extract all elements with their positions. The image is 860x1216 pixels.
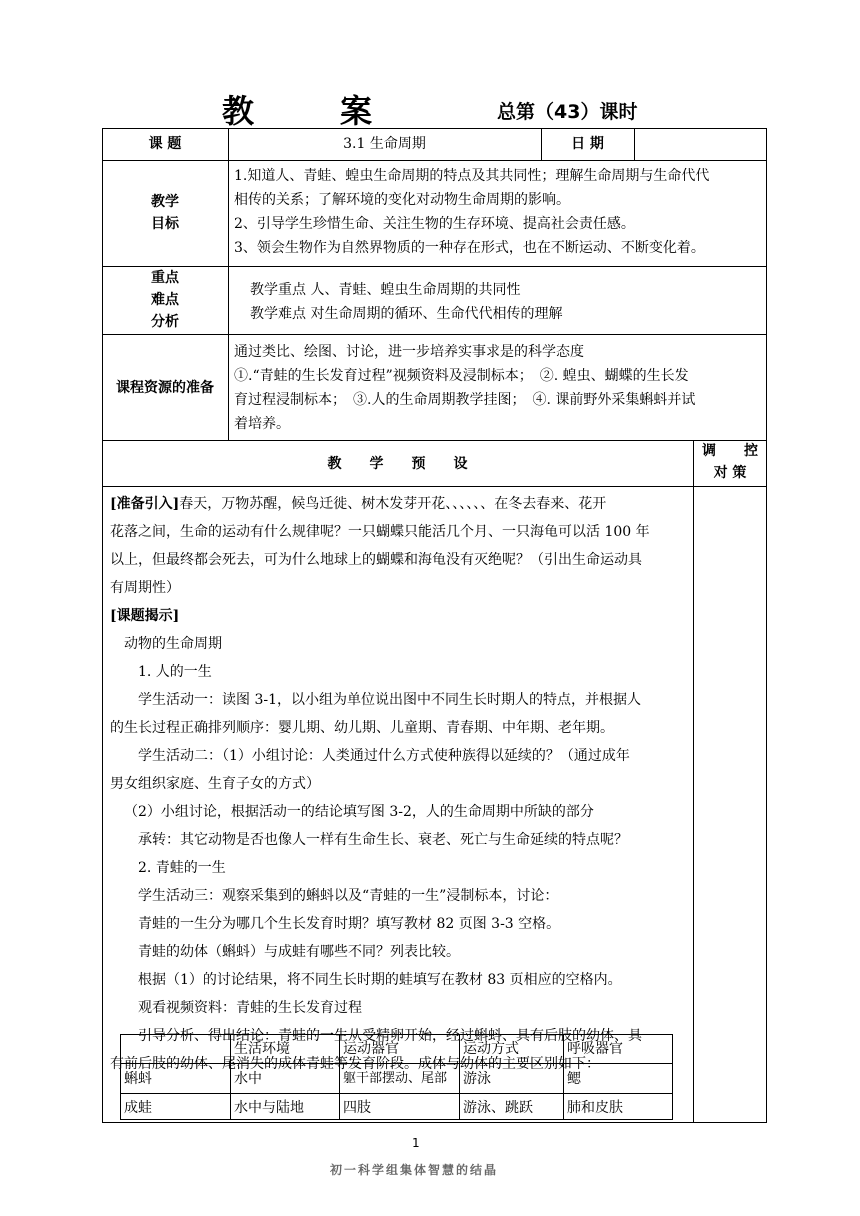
table-cell: 水中与陆地 <box>234 1100 304 1116</box>
resources-text <box>234 340 764 436</box>
resources-line: 通过类比、绘图、讨论，进一步培养实事求是的科学态度 <box>234 344 584 360</box>
objectives-line: 2、引导学生珍惜生命、关注生物的生存环境、提高社会责任感。 <box>234 216 635 232</box>
table-cell: 肺和皮肤 <box>567 1100 623 1116</box>
key-points-label-line: 重点 <box>151 270 179 286</box>
row-divider <box>102 440 767 441</box>
title-char-2: 案 <box>340 92 373 130</box>
key-points-label-line: 分析 <box>151 314 179 330</box>
key-points-label-line: 难点 <box>151 292 179 308</box>
intro-text: 春天，万物苏醒，候鸟迁徙、树木发芽开花、、、、、、在冬去春来、花开 <box>179 496 607 512</box>
row-divider <box>102 160 767 161</box>
objectives-line: 1.知道人、青蛙、蝗虫生命周期的特点及其共同性；理解生命周期与生命代代 <box>234 168 710 184</box>
row-divider <box>102 334 767 335</box>
intro-line: 以上，但最终都会死去，可为什么地球上的蝴蝶和海龟没有灭绝呢？（引出生命运动具 <box>110 552 642 568</box>
table-col-divider <box>339 1034 340 1120</box>
table-header: 生活环境 <box>234 1041 290 1057</box>
objectives-line: 3、领会生物作为自然界物质的一种存在形式，也在不断运动、不断变化着。 <box>234 240 705 256</box>
paragraph: 承转：其它动物是否也像人一样有生命生长、衰老、死亡与生命延续的特点呢？ <box>138 832 628 848</box>
title-char-1: 教 <box>222 92 255 130</box>
intro-line: 有周期性） <box>110 580 180 596</box>
date-label: 日 期 <box>571 136 604 152</box>
resources-line: 着培养。 <box>234 416 290 432</box>
reveal-tag: [课题揭示] <box>110 608 180 624</box>
table-cell: 蝌蚪 <box>124 1071 152 1087</box>
column-divider <box>634 128 635 160</box>
row-divider <box>102 486 767 487</box>
plan-body <box>110 490 690 1078</box>
paragraph: 根据（1）的讨论结果，将不同生长时期的蛙填写在教材 83 页相应的空格内。 <box>138 972 622 988</box>
topic-label: 课 题 <box>148 136 182 152</box>
paragraph: 学生活动一：读图 3-1，以小组为单位说出图中不同生长时期人的特点，并根据人 <box>138 692 641 708</box>
intro-first-line <box>110 490 690 518</box>
table-cell: 鳃 <box>567 1071 581 1087</box>
resources-line: ①.“青蛙的生长发育过程”视频资料及浸制标本； ②. 蝗虫、蝴蝶的生长发 <box>234 368 689 384</box>
paragraph: 动物的生命周期 <box>124 636 222 652</box>
paragraph: 引导分析、得出结论：青蛙的一生从受精卵开始，经过蝌蚪、具有后肢的幼体、具 <box>138 1028 642 1044</box>
paragraph: 学生活动二：（1）小组讨论：人类通过什么方式使种族得以延续的？（通过成年 <box>138 748 630 764</box>
paragraph: （2）小组讨论，根据活动一的结论填写图 3-2，人的生命周期中所缺的部分 <box>124 804 594 820</box>
table-row-divider <box>120 1063 673 1064</box>
paragraph: 青蛙的一生分为哪几个生长发育时期？填写教材 82 页图 3-3 空格。 <box>138 916 561 932</box>
resources-label: 课程资源的准备 <box>116 380 214 396</box>
table-cell: 躯干部摆动、尾部 <box>343 1071 448 1086</box>
table-col-divider <box>459 1034 460 1120</box>
adjust-strategy-line: 调 控 <box>702 443 758 459</box>
column-divider <box>693 440 694 1123</box>
key-point-line: 教学重点 人、青蛙、蝗虫生命周期的共同性 <box>250 282 521 298</box>
paragraph: 学生活动三：观察采集到的蝌蚪以及“青蛙的一生”浸制标本，讨论： <box>138 888 559 904</box>
paragraph: 2. 青蛙的一生 <box>138 860 226 876</box>
paragraph: 青蛙的幼体（蝌蚪）与成蛙有哪些不同？列表比较。 <box>138 944 460 960</box>
intro-tag: [准备引入] <box>110 496 180 512</box>
paragraph: 1. 人的一生 <box>138 664 212 680</box>
objectives-text <box>234 164 764 260</box>
column-divider <box>228 128 229 440</box>
resources-line: 育过程浸制标本； ③.人的生命周期教学挂图； ④. 课前野外采集蝌蚪并试 <box>234 392 696 408</box>
adjust-strategy-line: 对 策 <box>713 465 747 481</box>
table-cell: 四肢 <box>343 1100 371 1116</box>
paragraph: 有前后肢的幼体、尾消失的成体青蛙等发育阶段。成体与幼体的主要区别如下： <box>110 1056 600 1072</box>
paragraph: 男女组织家庭、生育子女的方式） <box>110 776 320 792</box>
paragraph: 的生长过程正确排列顺序：婴儿期、幼儿期、儿童期、青春期、中年期、老年期。 <box>110 720 614 736</box>
table-cell: 成蛙 <box>124 1100 152 1116</box>
table-header: 运动器官 <box>343 1041 399 1057</box>
lesson-number: 总第（43）课时 <box>497 101 638 123</box>
page-number: 1 <box>412 1136 420 1150</box>
table-col-divider <box>563 1034 564 1120</box>
topic-value: 3.1 生命周期 <box>343 136 426 152</box>
key-points-label <box>102 267 228 333</box>
table-row-divider <box>120 1093 673 1094</box>
table-cell: 游泳、跳跃 <box>463 1100 533 1116</box>
key-points-text <box>250 278 760 326</box>
table-header: 呼吸器官 <box>567 1041 623 1057</box>
plan-header: 教 学 预 设 <box>327 456 468 472</box>
table-cell: 游泳 <box>463 1071 491 1087</box>
table-cell: 水中 <box>234 1071 262 1087</box>
table-header: 运动方式 <box>463 1041 519 1057</box>
key-point-line: 教学难点 对生命周期的循环、生命代代相传的理解 <box>250 306 563 322</box>
intro-line: 花落之间，生命的运动有什么规律呢？一只蝴蝶只能活几个月、一只海龟可以活 100 年 <box>110 524 650 540</box>
adjust-strategy-header <box>693 440 767 484</box>
objectives-label-line: 目标 <box>151 216 179 232</box>
paragraph: 观看视频资料：青蛙的生长发育过程 <box>138 1000 362 1016</box>
objectives-line: 相传的关系；了解环境的变化对动物生命周期的影响。 <box>234 192 570 208</box>
footer-motto: 初一科学组集体智慧的结晶 <box>330 1163 499 1177</box>
table-col-divider <box>230 1034 231 1120</box>
objectives-label-line: 教学 <box>151 194 179 210</box>
objectives-label <box>102 191 228 235</box>
